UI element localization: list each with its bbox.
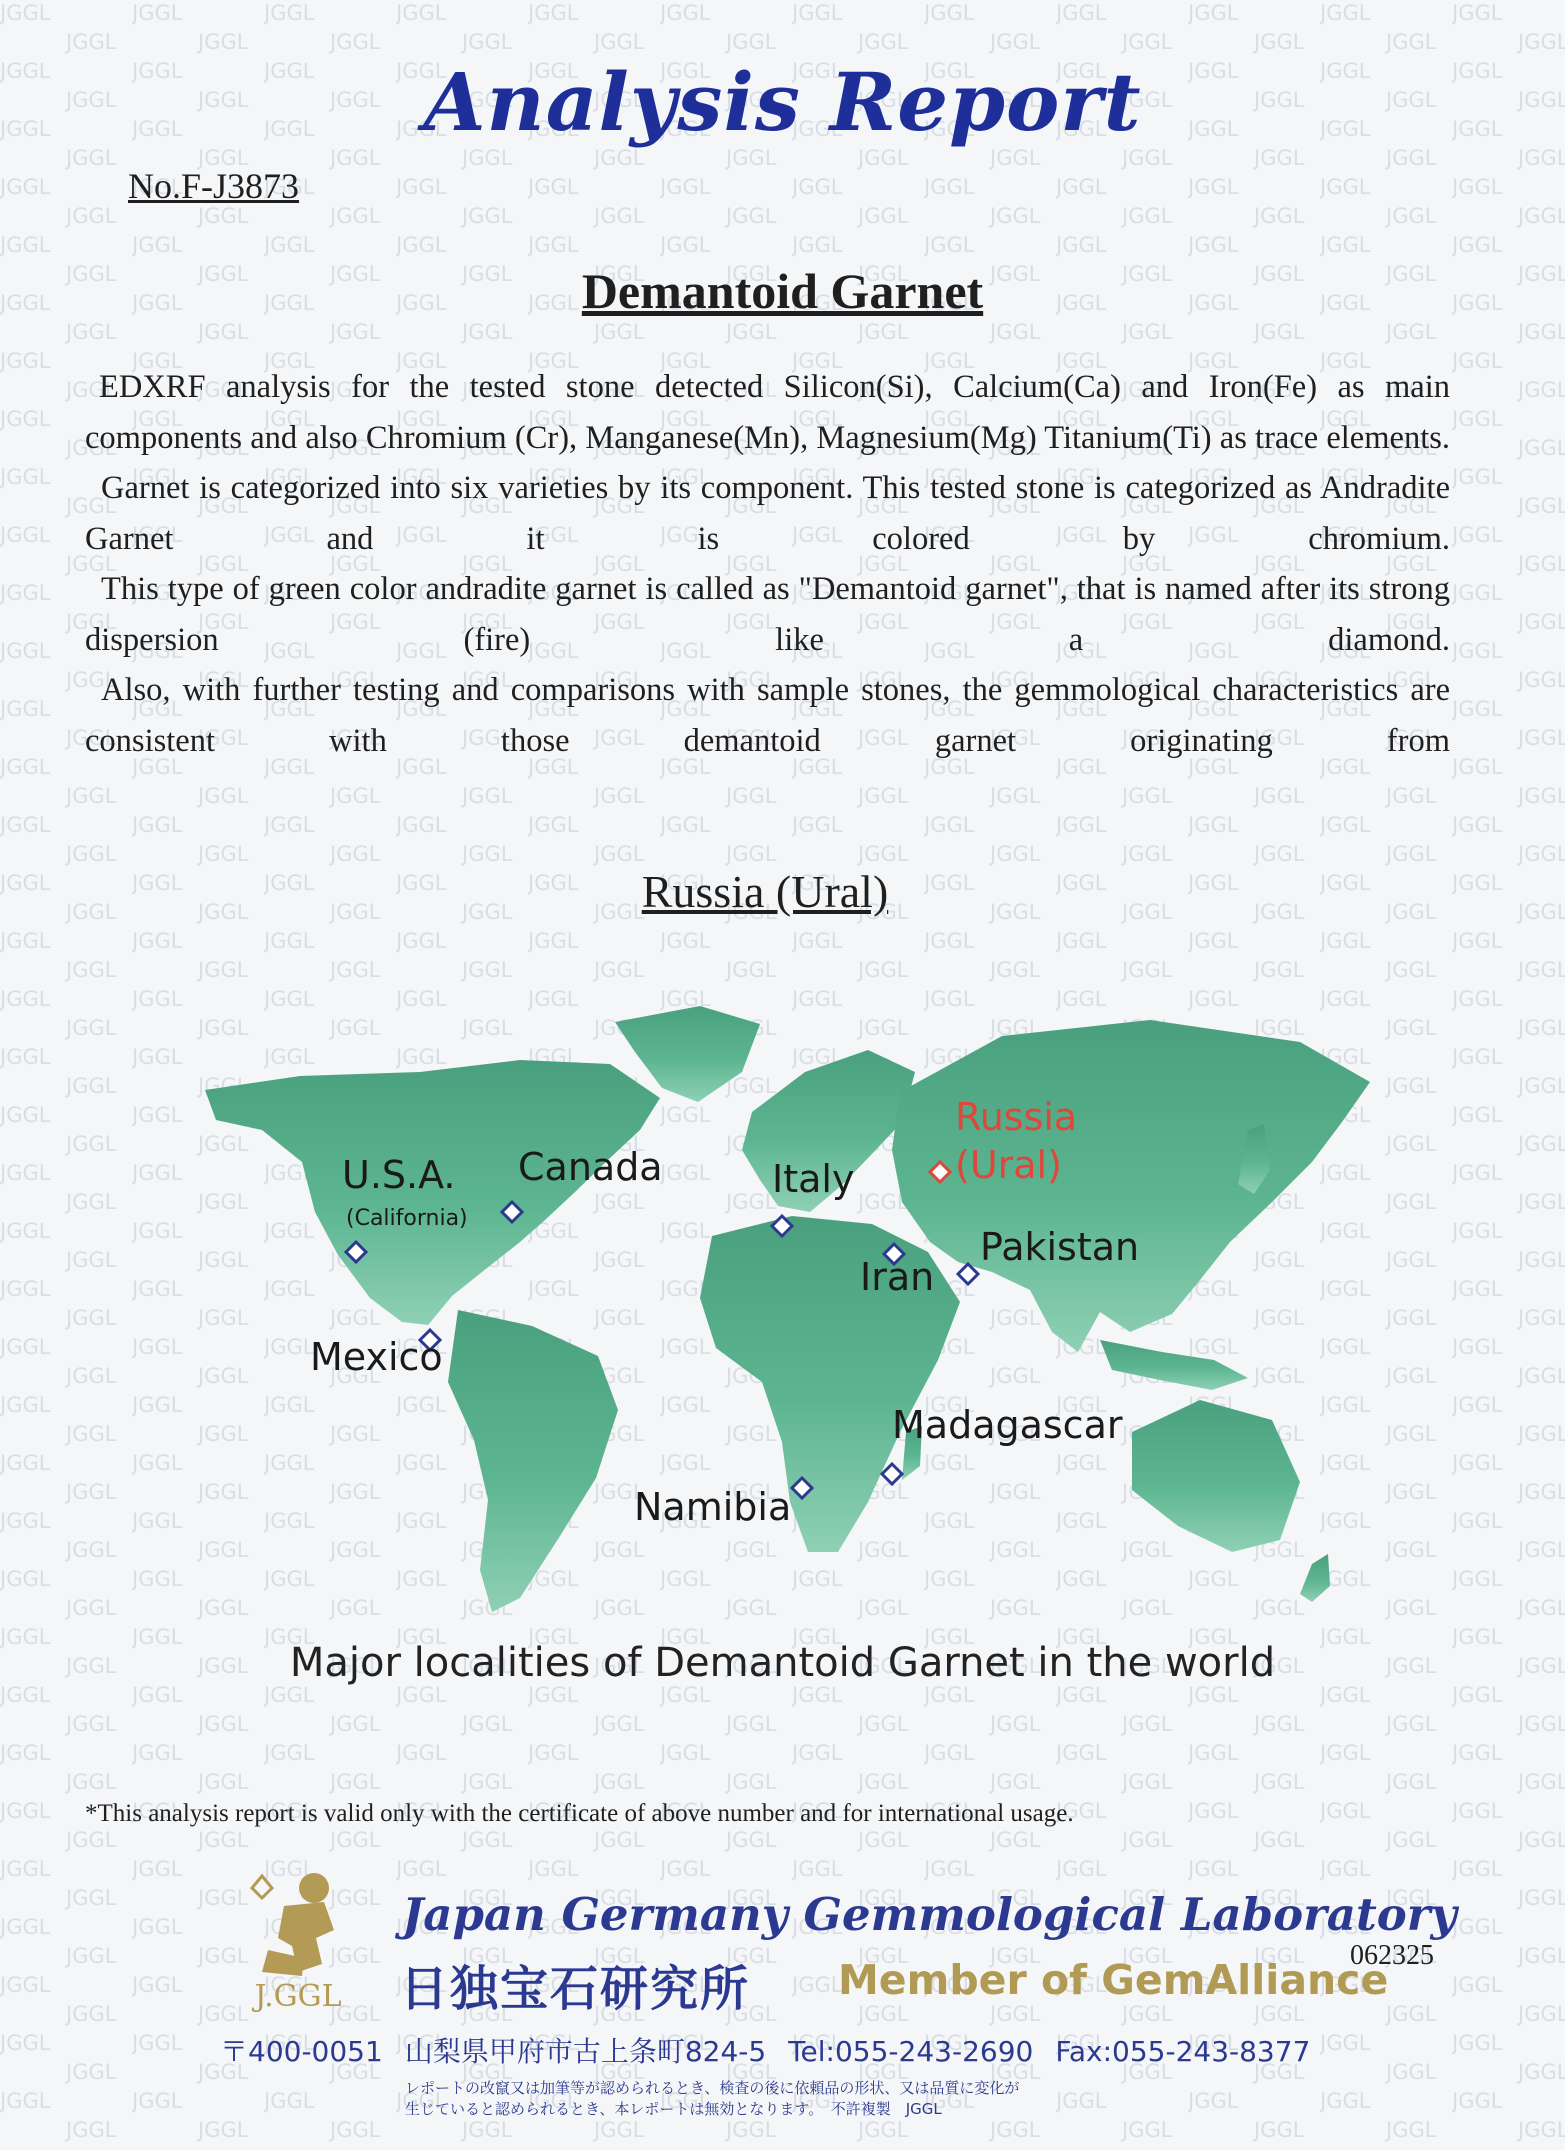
origin-result: Russia (Ural) (641, 866, 889, 917)
south-america-shape (448, 1310, 618, 1612)
lab-name-japanese: 日独宝石研究所 (400, 1961, 751, 2017)
indonesia-shape (1100, 1340, 1248, 1390)
logo-text: J.GGL (254, 1979, 342, 2014)
mexico-label: Mexico (310, 1335, 443, 1379)
report-code: 062325 (1350, 1940, 1434, 1971)
postal-code: 〒400-0051 (220, 2035, 383, 2068)
fax: Fax:055-243-8377 (1055, 2035, 1311, 2068)
new-zealand-shape (1300, 1554, 1330, 1602)
disclaimer-line-1: レポートの改竄又は加筆等が認められるとき、検査の後に依頼品の形状、又は品質に変化が (405, 2079, 1020, 2097)
lab-name-english: Japan Germany Gemmological Laboratory (402, 1888, 1457, 1941)
namibia-label: Namibia (634, 1485, 792, 1529)
disclaimer-line-2: 生じていると認められるとき、本レポートは無効となります。 不許複製 JGGL (405, 2100, 942, 2118)
iran-label: Iran (860, 1255, 935, 1299)
jggl-logo (222, 1868, 382, 2018)
lab-address (220, 2030, 1332, 2070)
report-number: No.F-J3873 (128, 166, 300, 206)
italy-label: Italy (772, 1157, 855, 1201)
madagascar-label: Madagascar (892, 1403, 1123, 1447)
russia-label: Russia (955, 1095, 1078, 1139)
canada-label: Canada (518, 1145, 663, 1189)
paragraph-varieties: Garnet is categorized into six varieties by its component. This tested stone is categorized as Andradite Garnet and it is colored by chromium. (85, 470, 1450, 557)
paragraph-demantoid: This type of green color andradite garnet is called as "Demantoid garnet", that is named after its strong dispersion (fire) like a diamond. (85, 571, 1450, 658)
paragraph-edxrf: EDXRF analysis for the tested stone detected Silicon(Si), Calcium(Ca) and Iron(Fe) as main components and also Chromium (Cr), Manganese(Mn), Magnesium(Mg) Titanium(Ti) as trace elements. (85, 369, 1450, 456)
u-s-a-label: U.S.A. (342, 1153, 456, 1197)
telephone: Tel:055-243-2690 (788, 2035, 1034, 2068)
russia-sublabel: (Ural) (955, 1143, 1062, 1187)
street-address: 山梨県甲府市古上条町824-5 (404, 2035, 767, 2068)
map-caption: Major localities of Demantoid Garnet in the world (289, 1640, 1276, 1686)
analysis-text (85, 362, 1450, 766)
australia-shape (1132, 1400, 1300, 1552)
u-s-a-sublabel: (California) (346, 1206, 468, 1231)
disclaimer (405, 2078, 1019, 2120)
validity-note: *This analysis report is valid only with the certificate of above number and for international usage. (85, 1800, 1074, 1827)
stone-name: Demantoid Garnet (581, 263, 984, 319)
madagascar-marker (882, 1464, 902, 1484)
pakistan-label: Pakistan (980, 1225, 1140, 1269)
gemalliance-member: Member of GemAlliance (838, 1956, 1389, 2004)
paragraph-origin: Also, with further testing and comparisons with sample stones, the gemmological characteristics are consistent with those demantoid garnet originating from (85, 672, 1450, 759)
report-title: Analysis Report (423, 55, 1142, 149)
world-map (0, 980, 1565, 1640)
